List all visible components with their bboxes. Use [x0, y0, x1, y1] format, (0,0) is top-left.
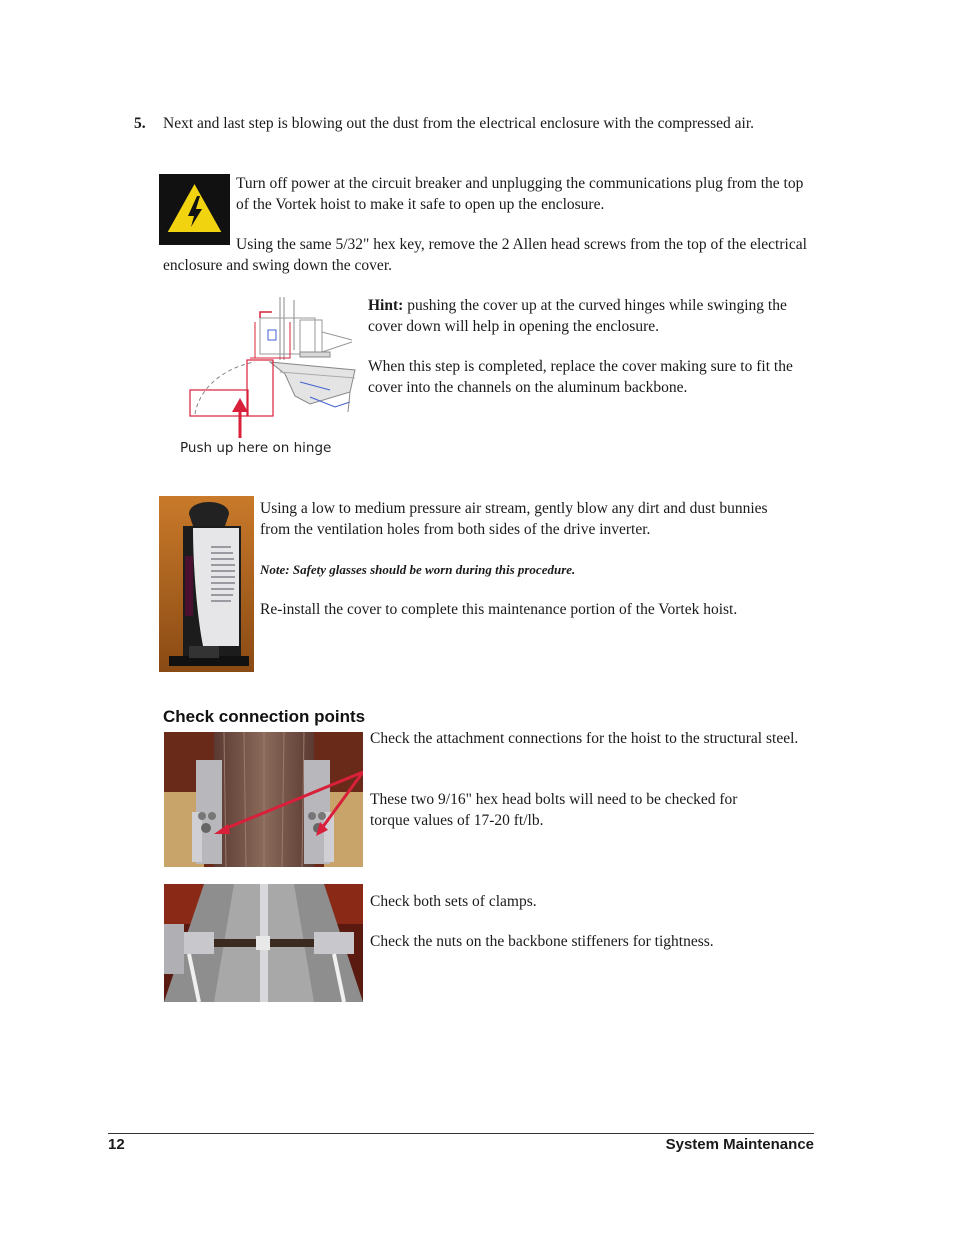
section-heading: Check connection points — [163, 707, 366, 726]
bolts-text: These two 9/16" hex head bolts will need to be checked for torque values of 17-20 ft/lb. — [370, 791, 738, 829]
reinstall-text: Re-install the cover to complete this maintenance portion of the Vortek hoist. — [260, 601, 738, 618]
footer-rule — [108, 1133, 814, 1134]
attachment-bolts-photo — [164, 732, 363, 867]
hint-text-2: When this step is completed, replace the cover making sure to fit the cover into the channels on the aluminum backbone. — [368, 358, 793, 396]
inverter-text: Using a low to medium pressure air stream, gently blow any dirt and dust bunnies from the ventilation holes from both sides of the drive inverter. — [260, 500, 768, 538]
hinge-caption: Push up here on hinge — [180, 440, 332, 456]
hinge-diagram — [160, 292, 360, 444]
warning-text: Turn off power at the circuit breaker and unplugging the communications plug from the top of the Vortek hoist to make it safe to open up the enclosure. — [236, 175, 804, 213]
cover-instructions-text: Using the same 5/32" hex key, remove the 2 Allen head screws from the top of the electrical enclosure and swing down the cover. — [163, 236, 807, 274]
step-text: Next and last step is blowing out the dust from the electrical enclosure with the compressed air. — [163, 115, 754, 132]
step-number: 5. — [134, 115, 146, 132]
clamps-photo — [164, 884, 363, 1002]
clamps-text: Check both sets of clamps. — [370, 893, 537, 910]
stiffeners-text: Check the nuts on the backbone stiffeners for tightness. — [370, 933, 714, 950]
safety-note: Note: Safety glasses should be worn during this procedure. — [260, 562, 576, 577]
hint-text: Hint: pushing the cover up at the curved hinges while swinging the cover down will help in opening the enclosure. — [368, 297, 787, 335]
drive-inverter-photo — [159, 496, 254, 672]
attachment-text: Check the attachment connections for the hoist to the structural steel. — [370, 730, 799, 747]
hint-label: Hint: — [368, 297, 404, 314]
page-number: 12 — [108, 1136, 125, 1153]
section-title: System Maintenance — [665, 1136, 814, 1153]
